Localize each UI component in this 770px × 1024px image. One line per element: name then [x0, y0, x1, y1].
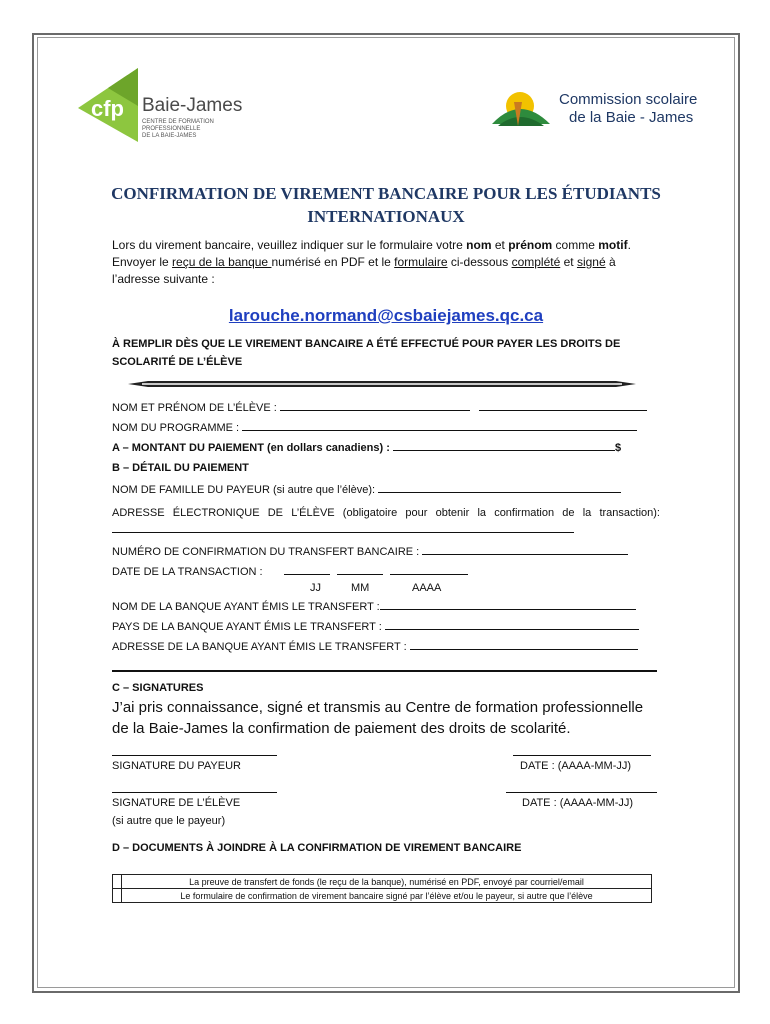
field-date — [112, 563, 660, 580]
field-date-label: DATE DE LA TRANSACTION : — [112, 566, 263, 578]
intro-recu: reçu de la banque — [172, 255, 272, 269]
commission-logo-line1: Commission scolaire — [559, 91, 698, 108]
field-banque-pays — [112, 618, 660, 635]
field-programme-label: NOM DU PROGRAMME : — [112, 422, 240, 434]
documents-heading: D – DOCUMENTS À JOINDRE À LA CONFIRMATION DE VIREMENT BANCAIRE — [112, 842, 522, 854]
field-adresse-eleve-label: ADRESSE ÉLECTRONIQUE DE L’ÉLÈVE (obligatoire pour obtenir la confirmation de la transaction): — [112, 507, 660, 519]
signature-eleve-line[interactable] — [112, 792, 277, 793]
nom-eleve-input[interactable] — [280, 399, 470, 411]
date-eleve-label: DATE : (AAAA-MM-JJ) — [522, 797, 634, 809]
documents-table — [112, 874, 652, 903]
field-payeur — [112, 481, 660, 498]
field-banque-nom — [112, 598, 660, 615]
field-confirmation — [112, 543, 660, 560]
signature-payeur-label: SIGNATURE DU PAYEUR — [112, 760, 241, 772]
signatures-statement: J’ai pris connaissance, signé et transmis au Centre de formation professionnelle de la Baie-James la confirmation de paiement des droits de scolarité. — [112, 699, 644, 737]
intro-text: Envoyer le — [112, 255, 173, 269]
banque-adresse-input[interactable] — [410, 638, 638, 650]
date-jj-input[interactable] — [284, 563, 330, 575]
field-detail-heading: B – DÉTAIL DU PAIEMENT — [112, 462, 249, 474]
date-mm-input[interactable] — [337, 563, 383, 575]
field-banque-adresse-label: ADRESSE DE LA BANQUE AYANT ÉMIS LE TRANSFERT : — [112, 641, 407, 653]
date-aaaa-hint: AAAA — [412, 582, 442, 594]
field-confirmation-label: NUMÉRO DE CONFIRMATION DU TRANSFERT BANCAIRE : — [112, 546, 420, 558]
cfp-logo-sub-1: CENTRE DE FORMATION — [142, 119, 214, 125]
payeur-input[interactable] — [378, 481, 621, 493]
cfp-logo-sub-3: DE LA BAIE-JAMES — [142, 133, 197, 139]
adresse-eleve-input[interactable] — [112, 521, 574, 533]
remplir-instructions: À REMPLIR DÈS QUE LE VIREMENT BANCAIRE A ÉTÉ EFFECTUÉ POUR PAYER LES DROITS DE SCOLARITÉ DE L’ÉLÈVE — [112, 338, 621, 368]
programme-input[interactable] — [242, 419, 637, 431]
section-divider — [112, 670, 657, 672]
cfp-logo-sub-2: PROFESSIONNELLE — [142, 126, 201, 132]
confirmation-input[interactable] — [422, 543, 628, 555]
banque-nom-input[interactable] — [380, 598, 636, 610]
intro-text: numérisé en PDF et le — [271, 255, 395, 269]
field-banque-pays-label: PAYS DE LA BANQUE AYANT ÉMIS LE TRANSFERT : — [112, 621, 382, 633]
field-banque-nom-label: NOM DE LA BANQUE AYANT ÉMIS LE TRANSFERT : — [112, 601, 380, 613]
signatures-heading: C – SIGNATURES — [112, 682, 204, 694]
table-row — [113, 875, 652, 889]
currency-symbol: $ — [614, 442, 622, 454]
intro-motif: motif — [598, 238, 628, 252]
intro-paragraph — [112, 237, 657, 288]
date-payeur-line[interactable] — [513, 755, 651, 756]
commission-logo-line2: de la Baie - James — [569, 109, 694, 126]
signature-eleve-note: (si autre que le payeur) — [112, 815, 226, 827]
cfp-logo-mark: cfp — [91, 96, 124, 121]
banque-pays-input[interactable] — [385, 618, 639, 630]
title-line-1: CONFIRMATION DE VIREMENT BANCAIRE POUR LES ÉTUDIANTS — [111, 184, 661, 203]
intro-text: . — [627, 238, 631, 252]
field-programme — [112, 419, 660, 436]
montant-input[interactable] — [393, 439, 615, 451]
intro-text: à — [605, 255, 616, 269]
intro-signe: signé — [576, 255, 606, 269]
intro-formulaire: formulaire — [394, 255, 448, 269]
cfp-logo — [78, 66, 248, 144]
document-item-1: La preuve de transfert de fonds (le reçu de la banque), numérisé en PDF, envoyé par courriel/email — [122, 875, 652, 889]
title-line-2: INTERNATIONAUX — [307, 207, 465, 226]
field-montant — [112, 439, 660, 456]
date-eleve-line[interactable] — [506, 792, 657, 793]
double-divider — [128, 381, 636, 387]
intro-text: et — [560, 255, 577, 269]
table-row — [113, 889, 652, 903]
field-payeur-label: NOM DE FAMILLE DU PAYEUR (si autre que l’élève): — [112, 484, 376, 496]
field-banque-adresse — [112, 638, 660, 655]
signature-payeur-line[interactable] — [112, 755, 277, 756]
field-nom-eleve — [112, 399, 660, 416]
date-aaaa-input[interactable] — [390, 563, 468, 575]
commission-scolaire-logo — [484, 84, 714, 144]
intro-text: comme — [552, 238, 599, 252]
signature-eleve-label: SIGNATURE DE L’ÉLÈVE — [112, 797, 241, 809]
date-jj-hint: JJ — [310, 582, 321, 594]
intro-complete: complété — [511, 255, 561, 269]
document-item-2: Le formulaire de confirmation de virement bancaire signé par l’élève et/ou le payeur, si autre que l’élève — [122, 889, 652, 903]
intro-prenom: prénom — [508, 238, 553, 252]
intro-address-label: l’adresse suivante : — [112, 272, 215, 286]
contact-email-link[interactable]: larouche.normand@csbaiejames.qc.ca — [228, 306, 544, 325]
intro-text: ci-dessous — [447, 255, 512, 269]
field-adresse-eleve — [112, 505, 660, 538]
field-nom-eleve-label: NOM ET PRÉNOM DE L’ÉLÈVE : — [112, 402, 277, 414]
prenom-eleve-input[interactable] — [479, 399, 647, 411]
field-montant-label: A – MONTANT DU PAIEMENT (en dollars canadiens) : — [112, 442, 390, 454]
date-payeur-label: DATE : (AAAA-MM-JJ) — [520, 760, 632, 772]
document-checkbox[interactable] — [113, 875, 122, 889]
intro-nom: nom — [466, 238, 492, 252]
cfp-logo-name: Baie-James — [142, 95, 243, 116]
intro-text: et — [491, 238, 509, 252]
intro-text: Lors du virement bancaire, veuillez indiquer sur le formulaire votre — [112, 238, 467, 252]
document-title — [100, 182, 672, 228]
date-mm-hint: MM — [351, 582, 370, 594]
document-checkbox[interactable] — [113, 889, 122, 903]
